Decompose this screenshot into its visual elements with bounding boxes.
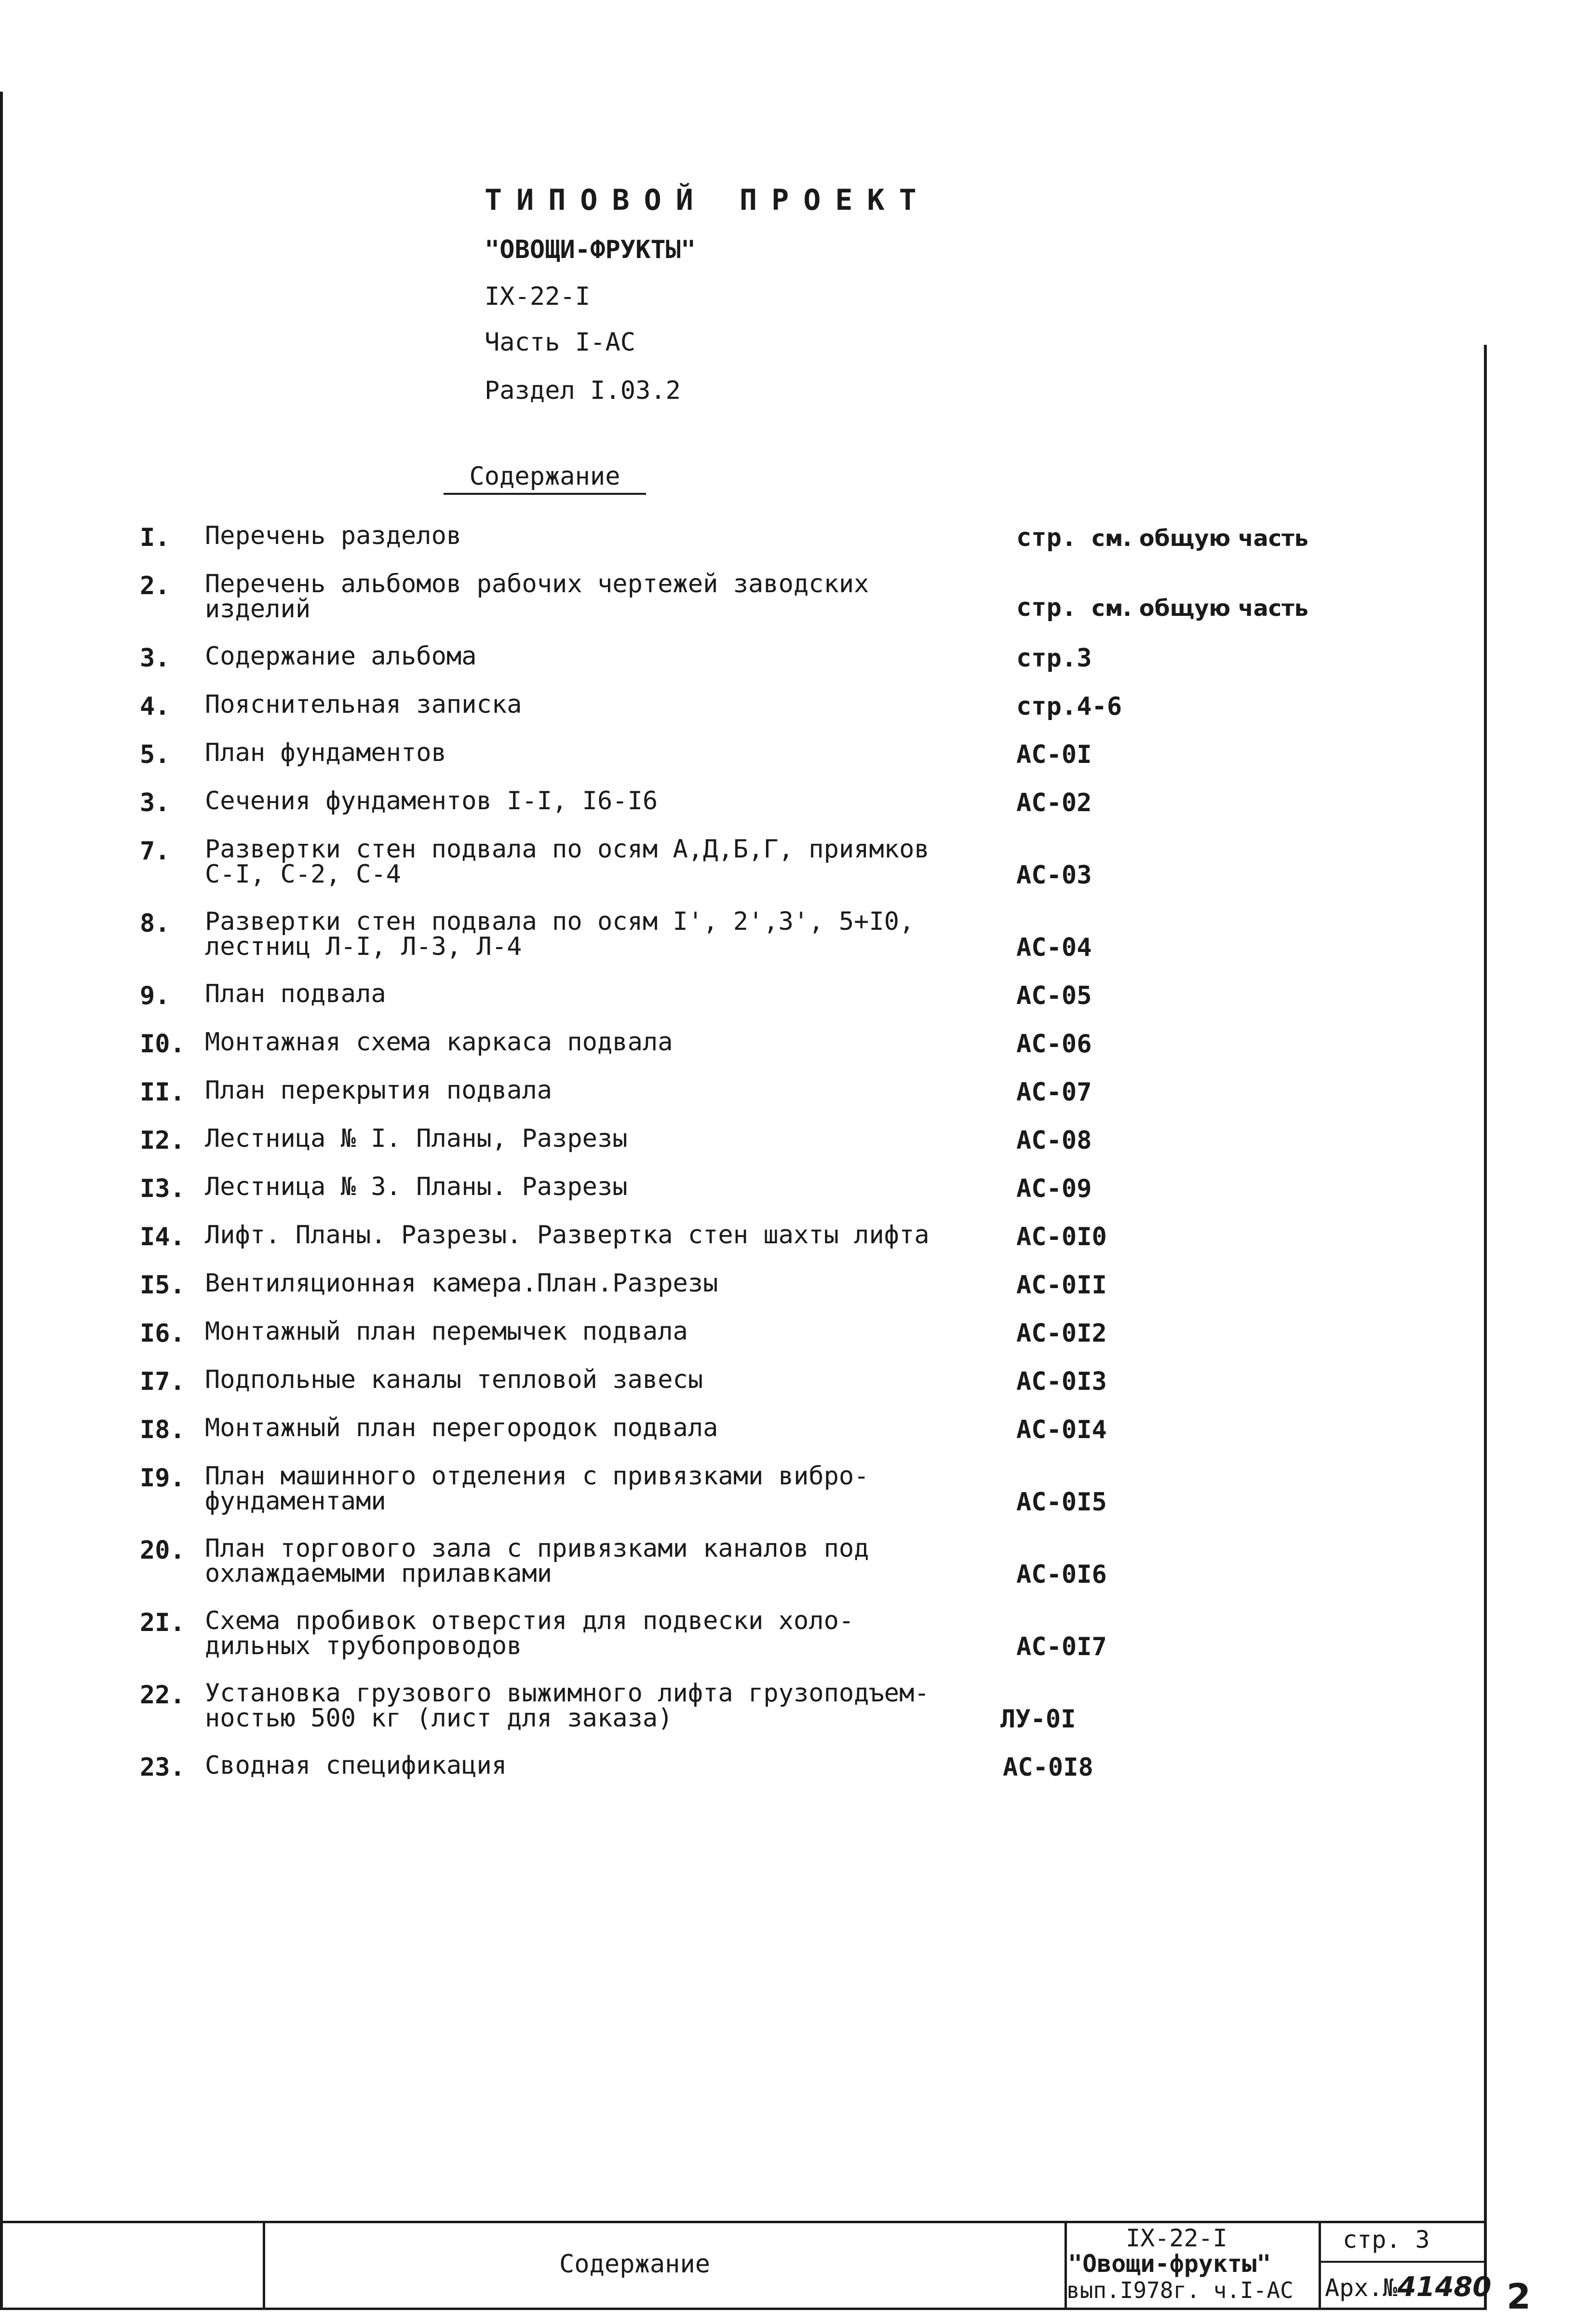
toc-title: Сводная спецификация <box>205 1751 507 1780</box>
toc-ref: АС-04 <box>1016 933 1092 962</box>
part-label: Часть I-АС <box>485 328 636 357</box>
toc-ref: АС-0I0 <box>1016 1223 1107 1251</box>
toc-number: 22. <box>140 1681 185 1710</box>
toc-number: I6. <box>140 1319 185 1348</box>
section-label: Раздел I.03.2 <box>485 376 681 405</box>
sheet-name: Содержание <box>559 2250 711 2279</box>
toc-title: Лестница № I. Планы, Разрезы <box>205 1124 628 1153</box>
toc-title: Пояснительная записка <box>205 690 522 719</box>
toc-ref: АС-0I6 <box>1016 1560 1107 1589</box>
toc-title: Вентиляционная камера.План.Разрезы <box>205 1269 718 1298</box>
toc-title: Схема пробивок отверстия для подвески холо- дильных трубопроводов <box>205 1606 854 1660</box>
toc-number: I8. <box>140 1415 185 1444</box>
toc-number: I9. <box>140 1464 185 1493</box>
toc-ref: АС-09 <box>1016 1174 1092 1203</box>
toc-title: Сечения фундаментов I-I, I6-I6 <box>205 787 658 815</box>
toc-number: 2I. <box>140 1608 185 1637</box>
toc-ref: АС-08 <box>1016 1126 1092 1155</box>
page-number: 2 <box>1507 2276 1531 2317</box>
toc-ref: стр.4-6 <box>1016 692 1122 721</box>
toc-title: Монтажная схема каркаса подвала <box>205 1028 673 1057</box>
frame-left-border <box>0 92 3 2310</box>
toc-ref: АС-0I5 <box>1016 1488 1107 1517</box>
toc-title: Подпольные каналы тепловой завесы <box>205 1365 703 1394</box>
toc-number: I7. <box>140 1367 185 1396</box>
tb-archive-label: Арх.№ <box>1325 2274 1398 2302</box>
toc-ref: АС-05 <box>1016 981 1092 1010</box>
toc-number: I0. <box>140 1030 185 1059</box>
toc-ref: АС-03 <box>1016 861 1092 890</box>
toc-heading: Содержание <box>444 462 646 495</box>
toc-number: I5. <box>140 1271 185 1300</box>
tb-project-name: "Овощи-фрукты" <box>1068 2250 1271 2278</box>
toc-ref: АС-0I8 <box>1003 1753 1093 1782</box>
toc-ref <box>1016 523 1308 552</box>
toc-number: 3. <box>140 644 170 673</box>
toc-ref: АС-0I3 <box>1016 1367 1107 1396</box>
toc-title: Монтажный план перемычек подвала <box>205 1317 688 1346</box>
toc-ref: АС-02 <box>1016 788 1092 817</box>
toc-title: План торгового зала с привязками каналов под охлаждаемыми прилавками <box>205 1534 869 1588</box>
toc-number: I. <box>140 523 170 552</box>
toc-ref <box>1016 593 1308 622</box>
toc-title: Монтажный план перегородок подвала <box>205 1413 718 1442</box>
toc-number: 20. <box>140 1536 185 1565</box>
toc-title: План перекрытия подвала <box>205 1076 552 1105</box>
toc-ref-print: стр. <box>1016 593 1077 622</box>
toc-ref: стр.3 <box>1016 644 1092 673</box>
toc-title: План машинного отделения с привязками вибро- фундаментами <box>205 1462 869 1516</box>
toc-ref: АС-0II <box>1016 1271 1107 1300</box>
toc-ref-handwritten: см. общую часть <box>1091 525 1308 551</box>
toc-number: I4. <box>140 1223 185 1251</box>
toc-title: Перечень разделов <box>205 521 462 550</box>
toc-number: I3. <box>140 1174 185 1203</box>
toc-title: Лестница № 3. Планы. Разрезы <box>205 1172 628 1201</box>
toc-title: План фундаментов <box>205 738 446 767</box>
tb-archive <box>1325 2271 1491 2303</box>
toc-number: 7. <box>140 837 170 866</box>
toc-ref: ЛУ-0I <box>1000 1705 1076 1734</box>
toc-title: Перечень альбомов рабочих чертежей заводских изделий <box>205 570 869 624</box>
toc-number: I2. <box>140 1126 185 1155</box>
tb-project-code: IX-22-I <box>1126 2224 1227 2252</box>
toc-number: 4. <box>140 692 170 721</box>
toc-ref: АС-0I2 <box>1016 1319 1107 1348</box>
tb-archive-number: 41480 <box>1397 2271 1492 2303</box>
doc-type-heading: ТИПОВОЙ ПРОЕКТ <box>485 183 931 217</box>
toc-number: 2. <box>140 571 170 600</box>
toc-title: План подвала <box>205 979 386 1008</box>
toc-ref: АС-0I4 <box>1016 1415 1107 1444</box>
toc-title: Развертки стен подвала по осям I', 2',3', 5+I0, лестниц Л-I, Л-3, Л-4 <box>205 907 915 961</box>
toc-title: Содержание альбома <box>205 642 477 671</box>
toc-ref: АС-07 <box>1016 1078 1092 1107</box>
toc-number: 23. <box>140 1753 185 1782</box>
toc-number: II. <box>140 1078 185 1107</box>
tb-page: стр. 3 <box>1343 2226 1430 2254</box>
tb-issue: вып.I978г. ч.I-АС <box>1066 2277 1294 2303</box>
toc-number: 8. <box>140 909 170 938</box>
toc-ref: АС-0I7 <box>1016 1632 1107 1661</box>
toc-number: 5. <box>140 740 170 769</box>
toc-number: 3. <box>140 788 170 817</box>
toc-ref-print: стр. <box>1016 523 1077 552</box>
toc-title: Развертки стен подвала по осям А,Д,Б,Г, приямков С-I, С-2, С-4 <box>205 835 930 889</box>
toc-title: Лифт. Планы. Разрезы. Развертка стен шахты лифта <box>205 1221 930 1250</box>
project-name: "ОВОЩИ-ФРУКТЫ" <box>485 235 696 264</box>
toc-ref-handwritten: см. общую часть <box>1091 595 1308 621</box>
toc-number: 9. <box>140 981 170 1010</box>
toc-title: Установка грузового выжимного лифта грузоподъем- ностью 500 кг (лист для заказа) <box>205 1679 930 1733</box>
toc-ref: АС-06 <box>1016 1030 1092 1059</box>
toc-ref: АС-0I <box>1016 740 1092 769</box>
project-code: IX-22-I <box>485 282 591 311</box>
frame-right-border <box>1484 345 1487 2310</box>
